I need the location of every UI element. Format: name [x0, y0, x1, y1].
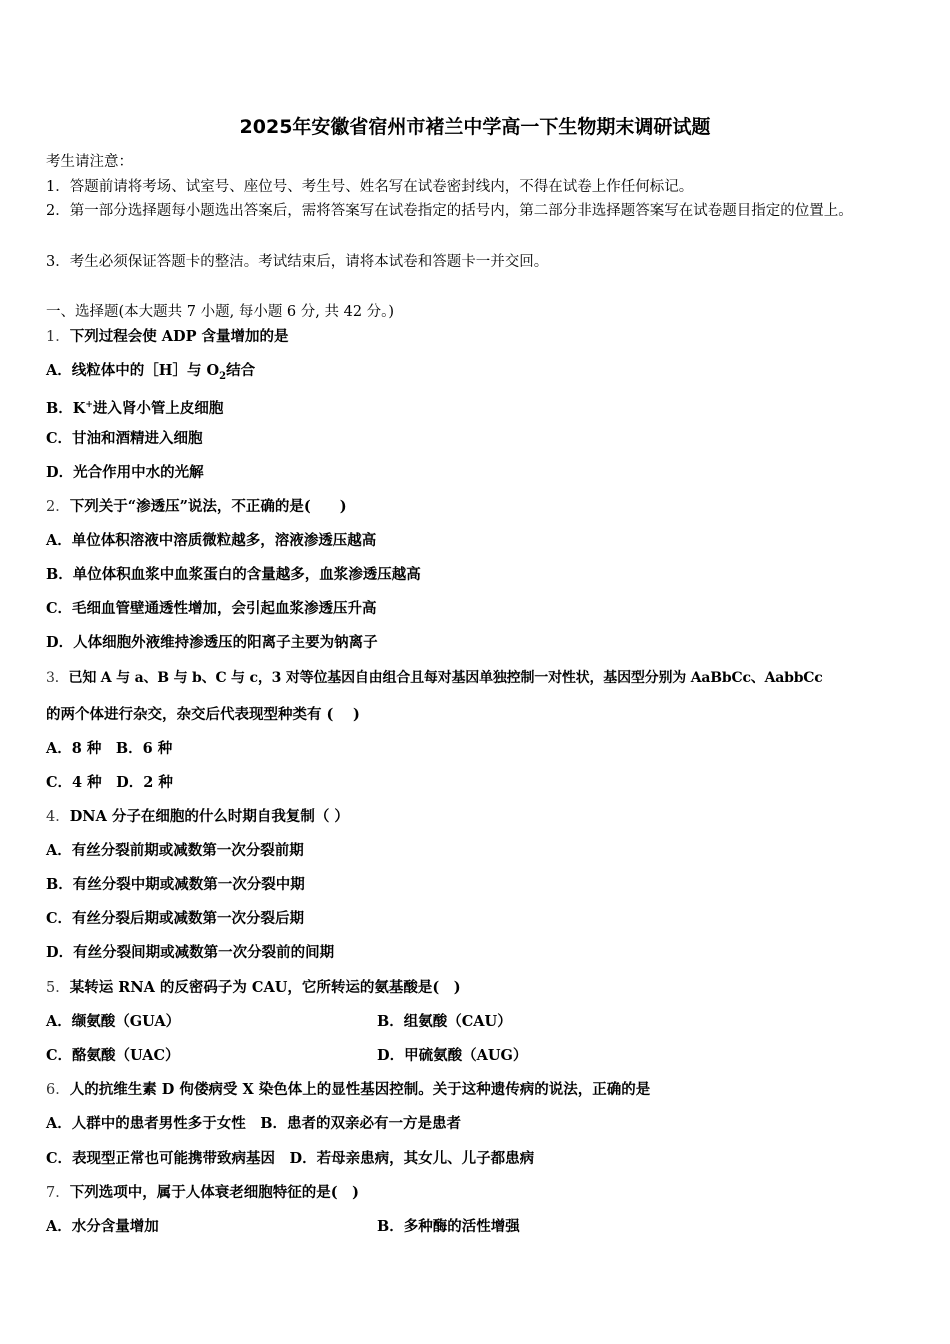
q6-options-ab: A．人群中的患者男性多于女性 B．患者的双亲必有一方是患者: [46, 1115, 462, 1132]
q2-option-c: C．毛细血管壁通透性增加，会引起血浆渗透压升高: [46, 600, 377, 617]
question-stem: 下列过程会使 ADP 含量增加的是: [69, 328, 289, 345]
notice-heading: 考生请注意：: [46, 154, 133, 170]
question-1: [46, 327, 289, 347]
q7-option-a: A．水分含量增加: [46, 1218, 159, 1235]
q1-option-c: C．甘油和酒精进入细胞: [46, 430, 203, 447]
q2-option-b: B．单位体积血浆中血浆蛋白的含量越多，血浆渗透压越高: [46, 566, 421, 583]
question-7: 7．下列选项中，属于人体衰老细胞特征的是( ): [46, 1184, 359, 1201]
question-6: 6．人的抗维生素 D 佝偻病受 X 染色体上的显性基因控制。关于这种遗传病的说法，正确的是: [46, 1081, 651, 1098]
question-number: 1．: [46, 329, 70, 345]
q2-option-d: D．人体细胞外液维持渗透压的阳离子主要为钠离子: [46, 634, 378, 651]
q6-options-cd: C．表现型正常也可能携带致病基因 D．若母亲患病，其女儿、儿子都患病: [46, 1150, 535, 1167]
q5-option-d: D．甲硫氨酸（AUG）: [377, 1047, 528, 1064]
notice-item-3: 3．考生必须保证答题卡的整洁。考试结束后，请将本试卷和答题卡一并交回。: [46, 254, 549, 270]
q5-option-c: C．酪氨酸（UAC）: [46, 1047, 180, 1064]
q1-option-a: A．线粒体中的［H］与 $O_2$结合: [46, 362, 256, 382]
notice-item-1: 1．答题前请将考场、试室号、座位号、考生号、姓名写在试卷密封线内，不得在试卷上作任何标记。: [46, 179, 694, 195]
q5-option-b: B．组氨酸（CAU）: [377, 1013, 512, 1030]
q2-option-a: A．单位体积溶液中溶质微粒越多，溶液渗透压越高: [46, 532, 377, 549]
q4-option-b: B．有丝分裂中期或减数第一次分裂中期: [46, 876, 305, 893]
q4-option-c: C．有丝分裂后期或减数第一次分裂后期: [46, 910, 305, 927]
question-3: 3．已知 A 与 a、B 与 b、C 与 c，3 对等位基因自由组合且每对基因单独控制一对性状，基因型分别为 AaBbCc、AabbCc: [46, 670, 823, 686]
notice-item-2: 2．第一部分选择题每小题选出答案后，需将答案写在试卷指定的括号内，第二部分非选择题答案写在试卷题目指定的位置上。: [46, 203, 853, 219]
q4-option-d: D．有丝分裂间期或减数第一次分裂前的间期: [46, 944, 335, 961]
section-heading: 一、选择题(本大题共 7 小题, 每小题 6 分, 共 42 分。): [46, 304, 395, 320]
question-3-cont: 的两个体进行杂交，杂交后代表现型种类有 ( ): [46, 706, 360, 723]
question-2: 2．下列关于“渗透压”说法，不正确的是( ): [46, 498, 347, 515]
question-5: 5．某转运 RNA 的反密码子为 CAU，它所转运的氨基酸是( ): [46, 979, 461, 996]
page-title: 2025年安徽省宿州市褚兰中学高一下生物期末调研试题: [239, 116, 711, 138]
question-4: 4．DNA 分子在细胞的什么时期自我复制（ ）: [46, 808, 349, 825]
q4-option-a: A．有丝分裂前期或减数第一次分裂前期: [46, 842, 304, 859]
q1-option-b: B．K+进入肾小管上皮细胞: [46, 399, 224, 417]
q7-option-b: B．多种酶的活性增强: [377, 1218, 520, 1235]
q5-option-a: A．缬氨酸（GUA）: [46, 1013, 181, 1030]
q3-options-cd: C．4 种 D．2 种: [46, 774, 173, 791]
q1-option-d: D．光合作用中水的光解: [46, 464, 204, 481]
q3-options-ab: A．8 种 B．6 种: [46, 740, 173, 757]
